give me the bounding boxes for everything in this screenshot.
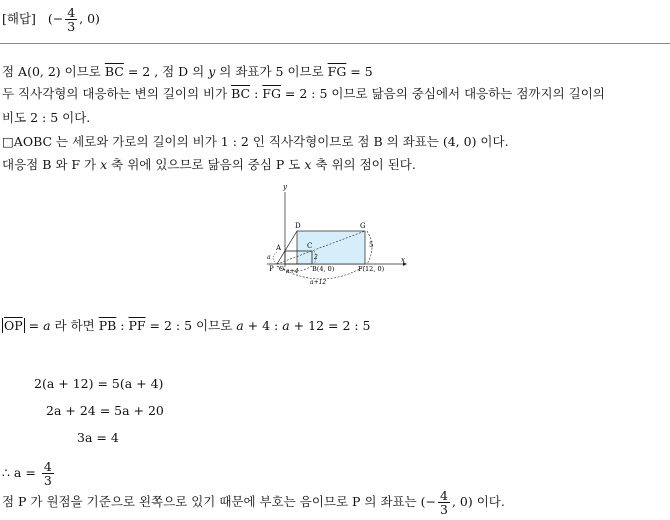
label-c: C: [307, 242, 313, 250]
line-4: □AOBC 는 세로와 가로의 길이의 비가 1 : 2 인 직사각형이므로 점 B 의 좌표는 (4, 0) 이다.: [2, 134, 509, 149]
line-1: 점 A(0, 2) 이므로 $\overline{BC} = 2$ , 점 D 의 y 의 좌표가 5 이므로 $\overline{FG} = 5$: [2, 64, 373, 79]
conclusion-fraction: $\frac{4}{3}$: [440, 488, 448, 518]
therefore-line: ∴ a = $\frac{4}{3}$: [2, 459, 52, 489]
answer-fraction: $\frac{4}{3}$: [67, 5, 76, 35]
answer-tag: [해답]: [2, 11, 36, 27]
answer-coord-close: , 0): [79, 11, 100, 27]
label-o: O: [279, 266, 284, 273]
line-2: 두 직사각형의 대응하는 변의 길이의 비가 $\overline{BC}$ : $\overline{FG} = 2$ : 5 이므로 닮음의 중심에서 대응하는 점까지의 길이의: [2, 86, 605, 101]
label-g: G: [360, 222, 366, 230]
label-f: F(12, 0): [358, 265, 385, 273]
equation-3: 3a = 4: [77, 430, 119, 445]
label-d: D: [295, 222, 301, 230]
abs-op: $\overline{OP}$: [4, 318, 23, 333]
line-3: 비도 2 : 5 이다.: [2, 110, 91, 125]
label-p: P: [269, 265, 274, 273]
equation-1: 2(a + 12) = 5(a + 4): [34, 376, 164, 391]
label-a: A: [276, 244, 282, 252]
label-b: B(4, 0): [312, 265, 335, 273]
divider: [0, 43, 670, 44]
segment-pf: $\overline{PF}$: [128, 318, 146, 333]
y-axis-label: y: [283, 183, 287, 191]
segment-bc-2: $\overline{BC}$: [231, 86, 251, 101]
segment-bc: $\overline{BC}$: [104, 64, 124, 79]
label-two: 2: [314, 254, 318, 261]
therefore-fraction: $\frac{4}{3}$: [43, 459, 52, 489]
segment-fg-2: $\overline{FG}$: [262, 86, 281, 101]
similarity-figure: [255, 180, 415, 292]
x-axis-label: x: [401, 256, 405, 264]
answer-header: [2, 6, 100, 33]
answer-coord-open: (−: [47, 11, 64, 27]
label-a4: a+4: [286, 268, 299, 275]
conclusion-line: 점 P 가 원점을 기준으로 왼쪽으로 있기 때문에 부호는 음이므로 P 의 좌표는 (− $\frac{4}{3}$ , 0) 이다.: [2, 488, 505, 518]
arc-a: [273, 252, 277, 264]
line-5: 대응점 B 와 F 가 x 축 위에 있으므로 닮음의 중심 P 도 x 축 위의 점이 된다.: [2, 157, 416, 172]
segment-pb: $\overline{PB}$: [98, 318, 117, 333]
equation-2: 2a + 24 = 5a + 20: [46, 403, 164, 418]
label-a-side: a: [267, 254, 271, 261]
label-five: 5: [369, 241, 374, 249]
line-6: $\overline{OP} = a$ 라 하면 $\overline{PB}$ : $\overline{PF} = 2$ : 5 이므로 a + 4 : a + 12 = 2 : 5: [4, 318, 371, 333]
segment-fg: $\overline{FG}$: [327, 64, 347, 79]
label-a12: a+12: [310, 279, 327, 286]
